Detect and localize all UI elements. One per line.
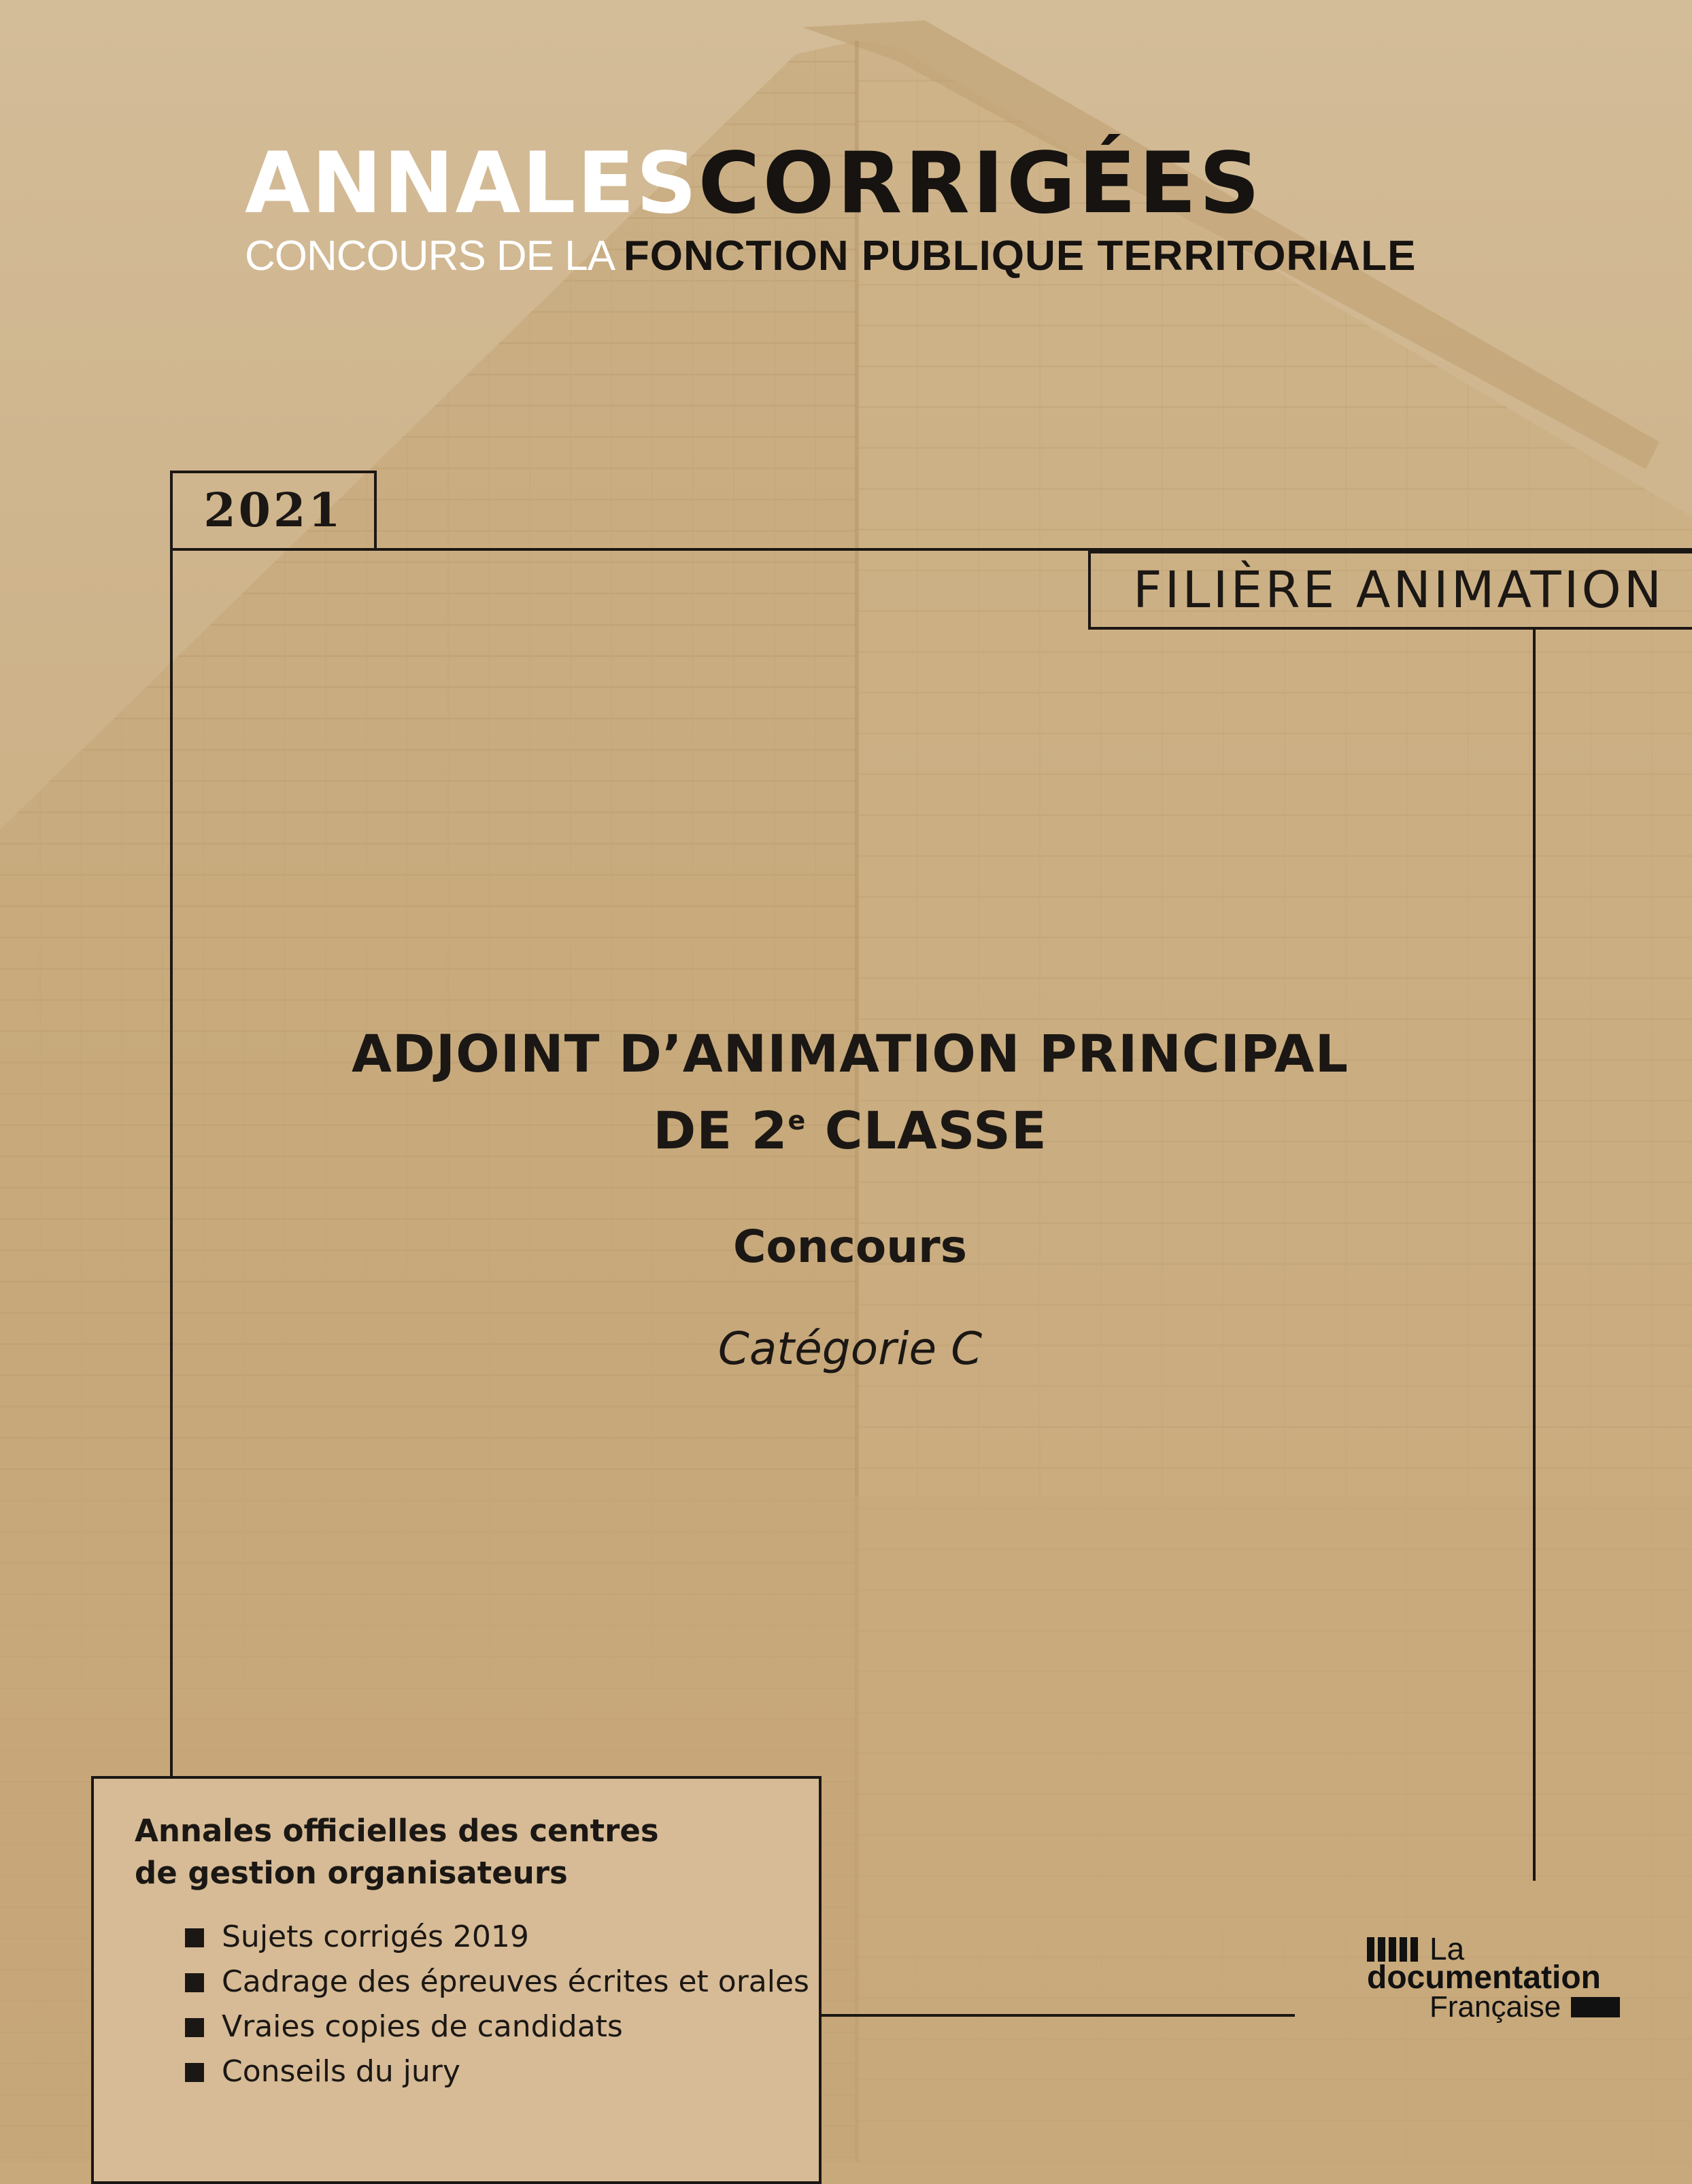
series-subtitle-bold: FONCTION PUBLIQUE TERRITORIALE <box>623 233 1417 279</box>
publisher-country: Française <box>1429 1990 1561 2024</box>
series-subtitle <box>245 234 1462 278</box>
publisher-bars-icon <box>1367 1937 1418 1962</box>
publisher-la: La <box>1429 1931 1465 1966</box>
contents-list <box>135 1915 819 2094</box>
list-item <box>185 2004 819 2049</box>
list-item-label: Vraies copies de candidats <box>222 2009 623 2044</box>
exam-type: Concours <box>732 1221 968 1273</box>
square-bullet-icon <box>185 2018 204 2037</box>
publisher-logo <box>1367 1931 1639 2024</box>
edition-year: 2021 <box>170 471 377 548</box>
contents-heading-line2: de gestion organisateurs <box>135 1855 568 1891</box>
series-title <box>245 135 1462 233</box>
book-title-line2-post: CLASSE <box>806 1100 1047 1161</box>
frame-left-rule <box>170 548 173 1776</box>
contents-box <box>91 1776 822 2184</box>
series-header <box>245 135 1462 279</box>
filiere-label: FILIÈRE ANIMATION <box>1088 551 1692 630</box>
book-title-line2-pre: DE 2 <box>653 1100 788 1161</box>
list-item <box>185 2049 819 2094</box>
frame-right-rule <box>1533 630 1536 1881</box>
square-bullet-icon <box>185 2063 204 2082</box>
publisher-name: documentation <box>1367 1960 1601 1996</box>
contents-heading-line1: Annales officielles des centres <box>135 1813 659 1849</box>
list-item-label: Conseils du jury <box>222 2054 460 2089</box>
series-title-word2: CORRIGÉES <box>698 135 1263 233</box>
book-title-line2 <box>170 1100 1530 1161</box>
frame-bottom-rule <box>822 2014 1295 2017</box>
square-bullet-icon <box>185 1973 204 1992</box>
series-subtitle-light: CONCOURS DE LA <box>245 233 624 279</box>
list-item-label: Sujets corrigés 2019 <box>222 1919 529 1954</box>
series-title-word1: ANNALES <box>245 135 698 233</box>
book-title-superscript: e <box>788 1106 807 1136</box>
contents-heading <box>135 1810 819 1894</box>
list-item-label: Cadrage des épreuves écrites et orales <box>222 1964 809 1999</box>
exam-category: Catégorie C <box>717 1323 983 1375</box>
book-title-line1: ADJOINT D’ANIMATION PRINCIPAL <box>351 1023 1349 1084</box>
list-item <box>185 1960 819 2004</box>
publisher-block-icon <box>1571 1997 1620 2017</box>
list-item <box>185 1915 819 1960</box>
square-bullet-icon <box>185 1928 204 1947</box>
